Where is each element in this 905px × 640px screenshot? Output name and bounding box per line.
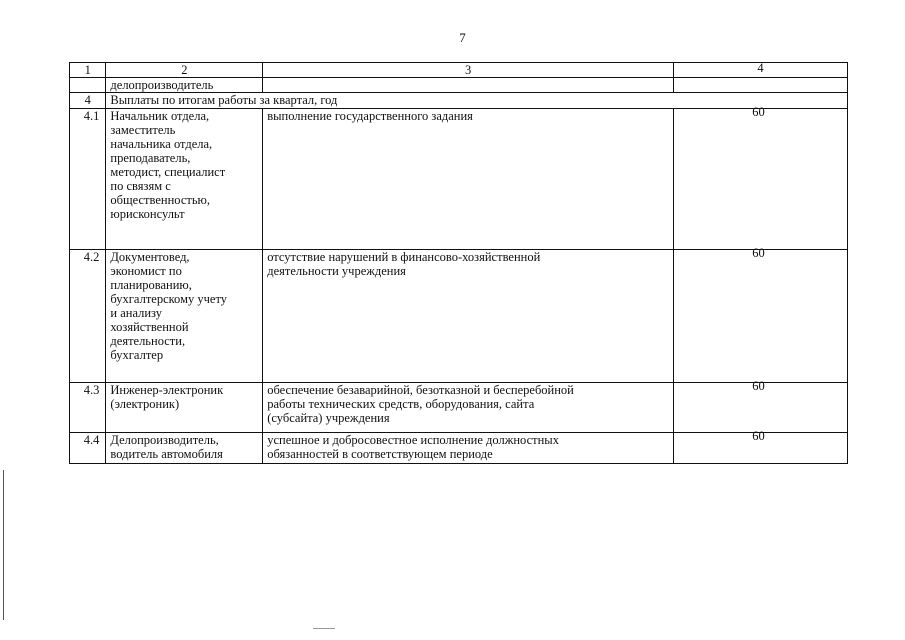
row-positions: Документовед, экономист по планированию, бухгалтерскому учету и анализу хозяйственной деятельности, бухгалтер: [106, 250, 263, 383]
row-criteria: обеспечение безаварийной, безотказной и бесперебойной работы технических средств, оборудования, сайта (субсайта) учреждения: [263, 383, 674, 433]
header-cell-1: 1: [70, 63, 106, 78]
continuation-criteria-cell: [263, 78, 674, 93]
row-number: 4.3: [70, 383, 106, 433]
continuation-position-cell: делопроизводитель: [106, 78, 263, 93]
page-number: 7: [459, 30, 466, 45]
table-row: [70, 250, 848, 383]
scan-artifact-line: [313, 628, 335, 629]
row-value-cell: [673, 246, 847, 383]
section-number: 4: [70, 93, 106, 109]
row-value-cell: [673, 105, 847, 250]
row-criteria: успешное и добросовестное исполнение должностных обязанностей в соответствующем периоде: [263, 433, 674, 464]
table-row: [70, 109, 848, 250]
scan-edge-line: [3, 470, 4, 620]
row-value: 60: [752, 379, 765, 393]
table-header-row: [70, 63, 848, 78]
section-title: Выплаты по итогам работы за квартал, год: [106, 93, 848, 109]
row-value-cell: [673, 379, 847, 433]
row-number: 4.2: [70, 250, 106, 383]
continuation-row: [70, 78, 848, 93]
row-positions: Начальник отдела, заместитель начальника отдела, преподаватель, методист, специалист по связям с общественностью, юрисконсульт: [106, 109, 263, 250]
row-criteria: отсутствие нарушений в финансово-хозяйственной деятельности учреждения: [263, 250, 674, 383]
row-value: 60: [752, 105, 765, 119]
continuation-num-cell: [70, 78, 106, 93]
row-value-cell: [673, 429, 847, 464]
header-cell-4: 4: [673, 63, 847, 78]
row-value: 60: [752, 429, 765, 443]
row-positions: Делопроизводитель, водитель автомобиля: [106, 433, 263, 464]
table-row: [70, 433, 848, 464]
row-number: 4.4: [70, 433, 106, 464]
header-cell-2: 2: [106, 63, 263, 78]
row-positions: Инженер-электроник (электроник): [106, 383, 263, 433]
payments-table: [69, 62, 848, 464]
section-row: [70, 93, 848, 109]
continuation-value-cell: [673, 78, 847, 93]
header-cell-3: 3: [263, 63, 674, 78]
row-criteria: выполнение государственного задания: [263, 109, 674, 250]
row-value: 60: [752, 246, 765, 260]
table-row: [70, 383, 848, 433]
row-number: 4.1: [70, 109, 106, 250]
